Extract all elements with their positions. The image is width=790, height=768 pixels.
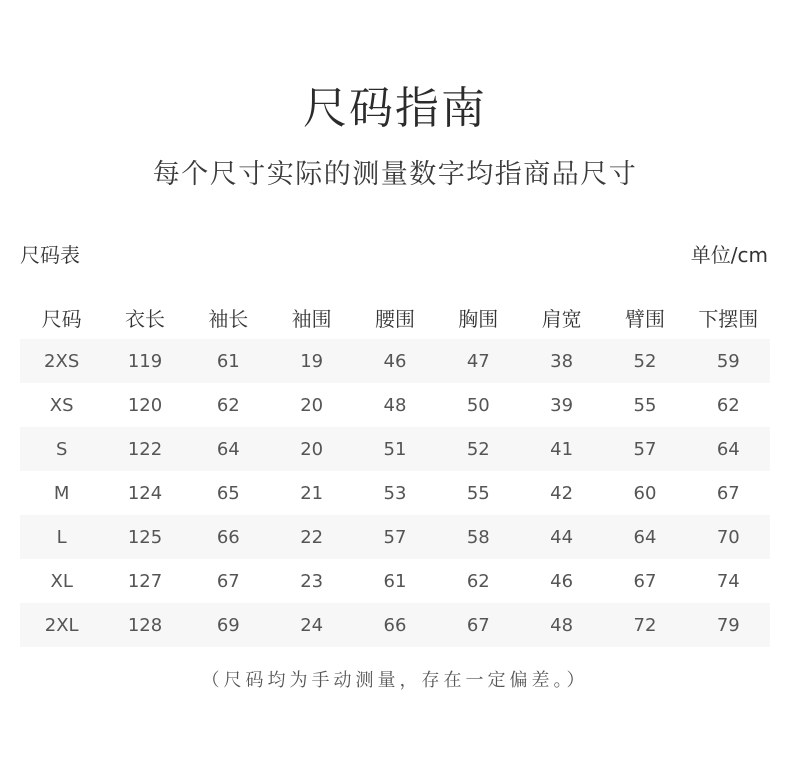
measurement-cell: 74 [716, 570, 740, 592]
measurement-cell: 66 [187, 515, 270, 559]
header-cell: 臂围 [624, 306, 665, 331]
measurement-cell: 67 [633, 570, 657, 592]
table-row [20, 383, 770, 427]
measurement-cell: 55 [466, 482, 490, 504]
measurement-cell: 19 [270, 339, 353, 383]
table-header-row [20, 295, 770, 339]
table-row [20, 603, 770, 647]
measurement-cell: 44 [520, 515, 603, 559]
measurement-cell: 48 [383, 394, 407, 416]
measurement-cell: 79 [687, 603, 770, 647]
measurement-cell: 22 [270, 515, 353, 559]
measurement-cell: 47 [437, 339, 520, 383]
table-row [20, 515, 770, 559]
header-cell: 腰围 [374, 306, 415, 331]
measurement-cell: 51 [353, 427, 436, 471]
table-row [20, 559, 770, 603]
measurement-cell: 41 [520, 427, 603, 471]
measurement-cell: 67 [716, 482, 740, 504]
measurement-note: （尺码均为手动测量，存在一定偏差。） [201, 670, 589, 691]
measurement-cell: 67 [437, 603, 520, 647]
measurement-cell: 46 [353, 339, 436, 383]
header-cell: 尺码 [41, 306, 82, 331]
size-cell: M [53, 482, 70, 504]
measurement-cell: 119 [103, 339, 186, 383]
measurement-cell: 61 [383, 570, 407, 592]
measurement-cell: 64 [603, 515, 686, 559]
measurement-cell: 48 [520, 603, 603, 647]
size-cell: XL [50, 570, 73, 592]
table-row [20, 339, 770, 383]
measurement-cell: 46 [550, 570, 574, 592]
header-cell: 胸围 [458, 306, 499, 331]
measurement-cell: 127 [127, 570, 163, 592]
measurement-cell: 61 [187, 339, 270, 383]
measurement-cell: 42 [550, 482, 574, 504]
measurement-cell: 65 [216, 482, 240, 504]
measurement-cell: 24 [270, 603, 353, 647]
header-cell: 袖围 [291, 306, 332, 331]
measurement-cell: 38 [520, 339, 603, 383]
measurement-cell: 72 [603, 603, 686, 647]
measurement-cell: 60 [633, 482, 657, 504]
measurement-cell: 66 [353, 603, 436, 647]
measurement-cell: 125 [103, 515, 186, 559]
measurement-cell: 52 [437, 427, 520, 471]
measurement-cell: 62 [716, 394, 740, 416]
measurement-cell: 64 [187, 427, 270, 471]
table-row [20, 471, 770, 515]
measurement-cell: 23 [300, 570, 324, 592]
page-subtitle: 每个尺寸实际的测量数字均指商品尺寸 [152, 159, 638, 190]
size-cell: 2XS [20, 339, 103, 383]
measurement-cell: 58 [437, 515, 520, 559]
measurement-cell: 64 [687, 427, 770, 471]
measurement-cell: 62 [216, 394, 240, 416]
measurement-cell: 52 [603, 339, 686, 383]
header-cell: 衣长 [124, 306, 165, 331]
measurement-cell: 70 [687, 515, 770, 559]
measurement-cell: 57 [603, 427, 686, 471]
measurement-cell: 67 [216, 570, 240, 592]
size-cell: S [20, 427, 103, 471]
measurement-cell: 39 [550, 394, 574, 416]
measurement-cell: 122 [103, 427, 186, 471]
header-cell: 肩宽 [541, 306, 582, 331]
measurement-cell: 120 [127, 394, 163, 416]
header-cell: 下摆围 [698, 306, 759, 331]
size-cell: L [20, 515, 103, 559]
size-cell: 2XL [20, 603, 103, 647]
table-row [20, 427, 770, 471]
measurement-cell: 62 [466, 570, 490, 592]
measurement-cell: 59 [687, 339, 770, 383]
page-title: 尺码指南 [303, 83, 487, 134]
measurement-cell: 53 [383, 482, 407, 504]
measurement-cell: 20 [300, 394, 324, 416]
measurement-cell: 124 [127, 482, 163, 504]
size-table [20, 295, 770, 647]
table-label: 尺码表 [20, 243, 80, 267]
measurement-cell: 55 [633, 394, 657, 416]
measurement-cell: 21 [300, 482, 324, 504]
measurement-cell: 50 [466, 394, 490, 416]
measurement-cell: 20 [270, 427, 353, 471]
measurement-cell: 128 [103, 603, 186, 647]
size-cell: XS [49, 394, 74, 416]
measurement-cell: 57 [353, 515, 436, 559]
measurement-cell: 69 [187, 603, 270, 647]
unit-label: 单位/cm [690, 243, 768, 267]
header-cell: 袖长 [208, 306, 249, 331]
